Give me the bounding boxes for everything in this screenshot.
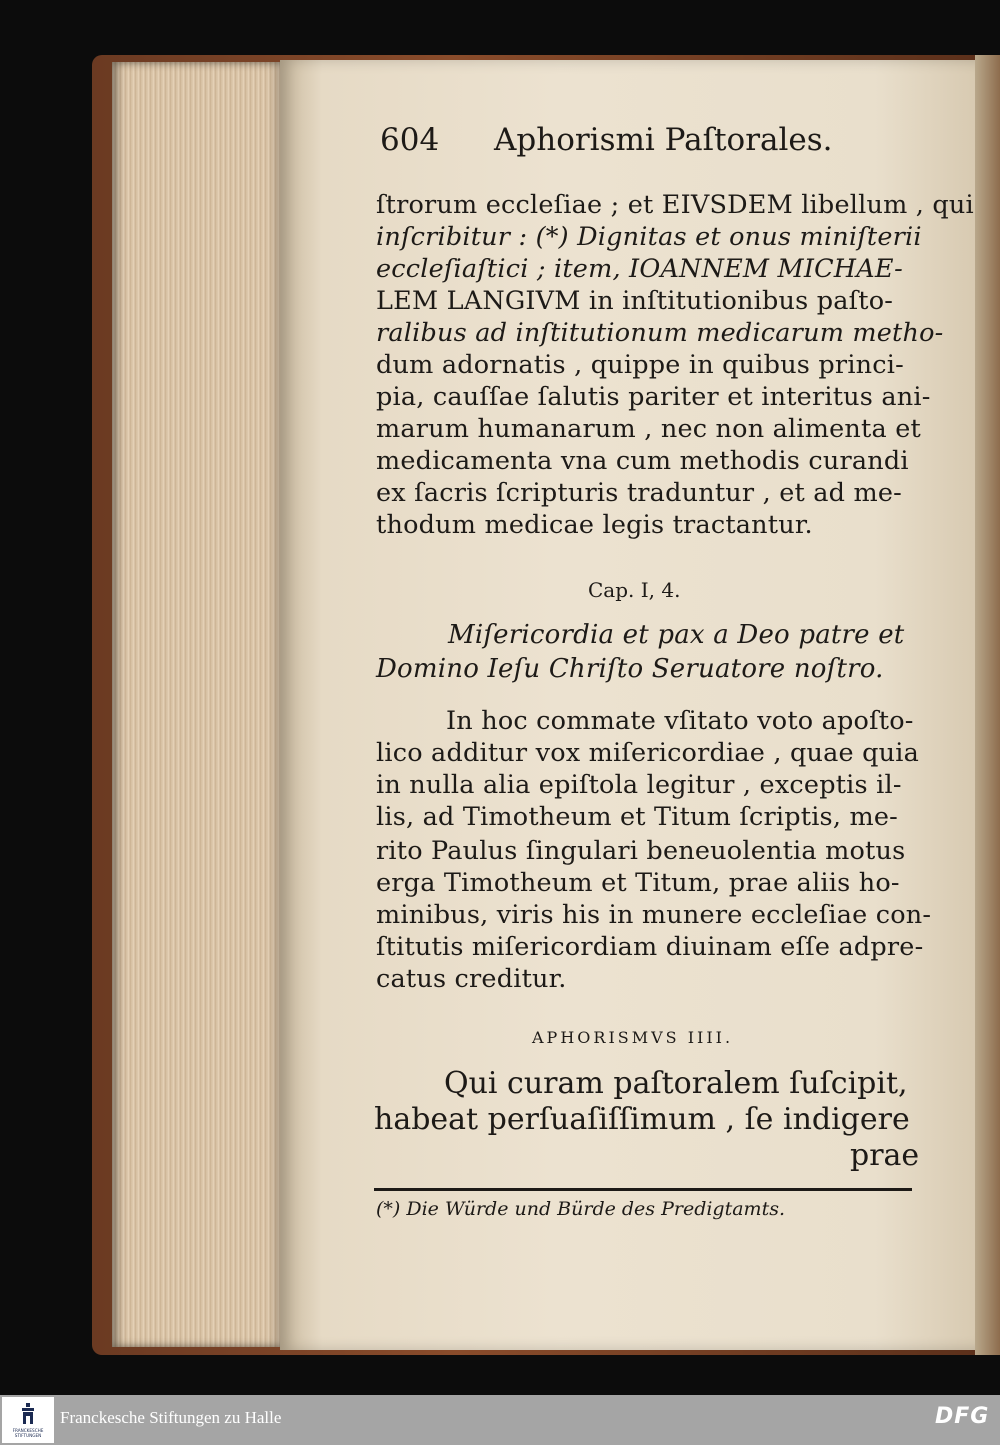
text-line: pia, cauſſae ſalutis pariter et interitus ani- xyxy=(376,382,931,412)
commentary-line: erga Timotheum et Titum, prae aliis ho- xyxy=(376,868,900,898)
text-line: thodum medicae legis tractantur. xyxy=(376,510,813,540)
text-line: ralibus ad inſtitutionum medicarum metho- xyxy=(376,318,944,348)
text-line: inſcribitur : (*) Dignitas et onus miniſterii xyxy=(376,222,922,252)
institution-name: Franckesche Stiftungen zu Halle xyxy=(60,1408,282,1427)
commentary-line: rito Paulus ſingulari beneuolentia motus xyxy=(376,836,906,866)
verse-line: Domino Ieſu Chriſto Seruatore noſtro. xyxy=(376,654,884,684)
page-edges xyxy=(112,62,282,1347)
aphorism-heading: APHORISMVS IIII. xyxy=(532,1028,734,1047)
dfg-logo: DFG xyxy=(935,1404,990,1429)
commentary-line: ſtitutis miſericordiam diuinam eſſe adpre- xyxy=(376,932,924,962)
facing-page-edge xyxy=(975,55,1000,1355)
text-line: ex ſacris ſcripturis traduntur , et ad me- xyxy=(376,478,902,508)
text-line: dum adornatis , quippe in quibus princi- xyxy=(376,350,904,380)
commentary-line: catus creditur. xyxy=(376,964,567,994)
orphanage-building-icon xyxy=(20,1403,36,1425)
aphorism-line: Qui curam paſtoralem ſuſcipit, xyxy=(444,1066,908,1101)
text-line: eccleſiaſtici ; item, IOANNEM MICHAE- xyxy=(376,254,903,284)
logo-caption: FRANCKESCHE STIFTUNGEN xyxy=(12,1428,44,1438)
aphorism-line: habeat perſuaſiſſimum , ſe indigere xyxy=(374,1102,910,1137)
text-line: LEM LANGIVM in inſtitutionibus paſto- xyxy=(376,286,894,316)
footnote: (*) Die Würde und Bürde des Predigtamts. xyxy=(376,1198,786,1220)
catchword: prae xyxy=(850,1138,920,1173)
commentary-line: minibus, viris his in munere eccleſiae con- xyxy=(376,900,932,930)
text-line: medicamenta vna cum methodis curandi xyxy=(376,446,909,476)
commentary-line: in nulla alia epiſtola legitur , exceptis il- xyxy=(376,770,902,800)
text-line: marum humanarum , nec non alimenta et xyxy=(376,414,921,444)
footnote-rule xyxy=(374,1188,912,1191)
commentary-line: lico additur vox miſericordiae , quae quia xyxy=(376,738,920,768)
page-number: 604 xyxy=(380,122,440,158)
cap-heading: Cap. I, 4. xyxy=(588,578,681,602)
verse-line: Miſericordia et pax a Deo patre et xyxy=(448,620,905,650)
running-title: Aphorismi Paſtorales. xyxy=(494,122,833,158)
commentary-line: lis, ad Timotheum et Titum ſcriptis, me- xyxy=(376,802,898,832)
text-line: ſtrorum eccleſiae ; et EIVSDEM libellum , qui xyxy=(376,190,974,220)
commentary-line: In hoc commate vſitato voto apoſto- xyxy=(446,706,914,736)
